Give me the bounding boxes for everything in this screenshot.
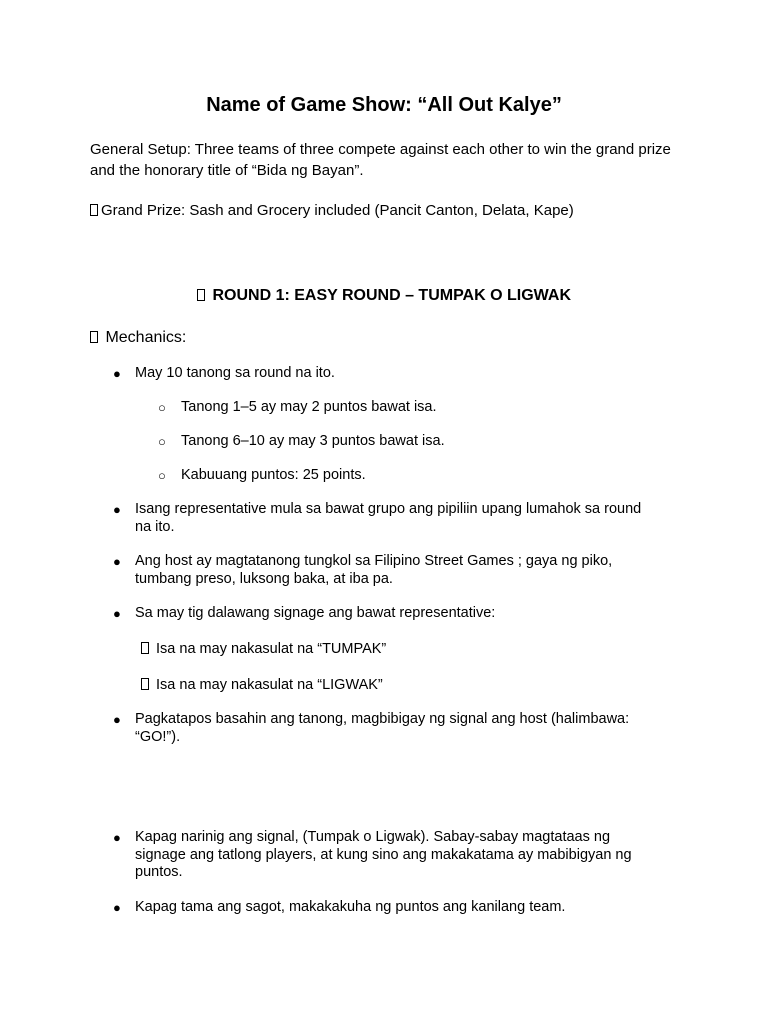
- signage-item-2-text: Isa na may nakasulat na “LIGWAK”: [156, 677, 383, 693]
- bullet-icon: ●: [113, 712, 121, 727]
- grand-prize-text: Grand Prize: Sash and Grocery included (Pancit Canton, Delata, Kape): [101, 202, 574, 219]
- signage-item-1: [141, 640, 386, 658]
- sub-bullet-icon: ○: [158, 400, 166, 415]
- round-title: [0, 286, 768, 306]
- list-item-2-line-2: na ito.: [135, 518, 175, 535]
- list-item-6-line-2: signage ang tatlong players, at kung sino ang makakatama ay mabibigyan ng: [135, 846, 632, 863]
- bullet-icon: ●: [113, 366, 121, 381]
- bullet-icon: ●: [113, 900, 121, 915]
- list-item-7: Kapag tama ang sagot, makakakuha ng puntos ang kanilang team.: [135, 899, 566, 915]
- bullet-icon: ●: [113, 502, 121, 517]
- mechanics-label: [90, 328, 186, 348]
- sub-list-item-3: Kabuuang puntos: 25 points.: [181, 467, 366, 483]
- list-item-2-line-1: Isang representative mula sa bawat grupo ang pipiliin upang lumahok sa round: [135, 501, 642, 517]
- list-item-3-line-1: Ang host ay magtatanong tungkol sa Filipino Street Games ; gaya ng piko,: [135, 553, 613, 569]
- sub-list-item-2: Tanong 6–10 ay may 3 puntos bawat isa.: [181, 433, 445, 449]
- bullet-icon: ●: [113, 606, 121, 621]
- bullet-icon: ●: [113, 554, 121, 569]
- general-setup-line-2: and the honorary title of “Bida ng Bayan”.: [90, 162, 364, 179]
- round-title-text: ROUND 1: EASY ROUND – TUMPAK O LIGWAK: [212, 287, 571, 304]
- list-item-3-line-2: tumbang preso, luksong baka, at iba pa.: [135, 570, 393, 587]
- sub-list-item-1: Tanong 1–5 ay may 2 puntos bawat isa.: [181, 399, 437, 415]
- grand-prize-line: [90, 200, 574, 221]
- sub-bullet-icon: ○: [158, 468, 166, 483]
- list-item-4: Sa may tig dalawang signage ang bawat representative:: [135, 605, 496, 621]
- missing-glyph-box-icon: [90, 331, 98, 343]
- list-item-5-line-2: “GO!”).: [135, 728, 181, 745]
- sub-bullet-icon: ○: [158, 434, 166, 449]
- page-title: Name of Game Show: “All Out Kalye”: [206, 94, 562, 116]
- list-item-6-line-1: Kapag narinig ang signal, (Tumpak o Ligwak). Sabay-sabay magtataas ng: [135, 829, 611, 845]
- signage-item-1-text: Isa na may nakasulat na “TUMPAK”: [156, 641, 387, 657]
- missing-glyph-box-icon: [197, 289, 205, 301]
- general-setup-line-1: General Setup: Three teams of three compete against each other to win the grand prize: [90, 141, 671, 158]
- list-item-5-line-1: Pagkatapos basahin ang tanong, magbibigay ng signal ang host (halimbawa:: [135, 711, 630, 727]
- missing-glyph-box-icon: [90, 204, 98, 216]
- list-item-6-line-3: puntos.: [135, 864, 183, 880]
- mechanics-label-text: Mechanics:: [105, 329, 187, 346]
- missing-glyph-box-icon: [141, 678, 149, 690]
- missing-glyph-box-icon: [141, 642, 149, 654]
- bullet-icon: ●: [113, 830, 121, 845]
- list-item-1: May 10 tanong sa round na ito.: [135, 365, 335, 381]
- signage-item-2: [141, 676, 383, 694]
